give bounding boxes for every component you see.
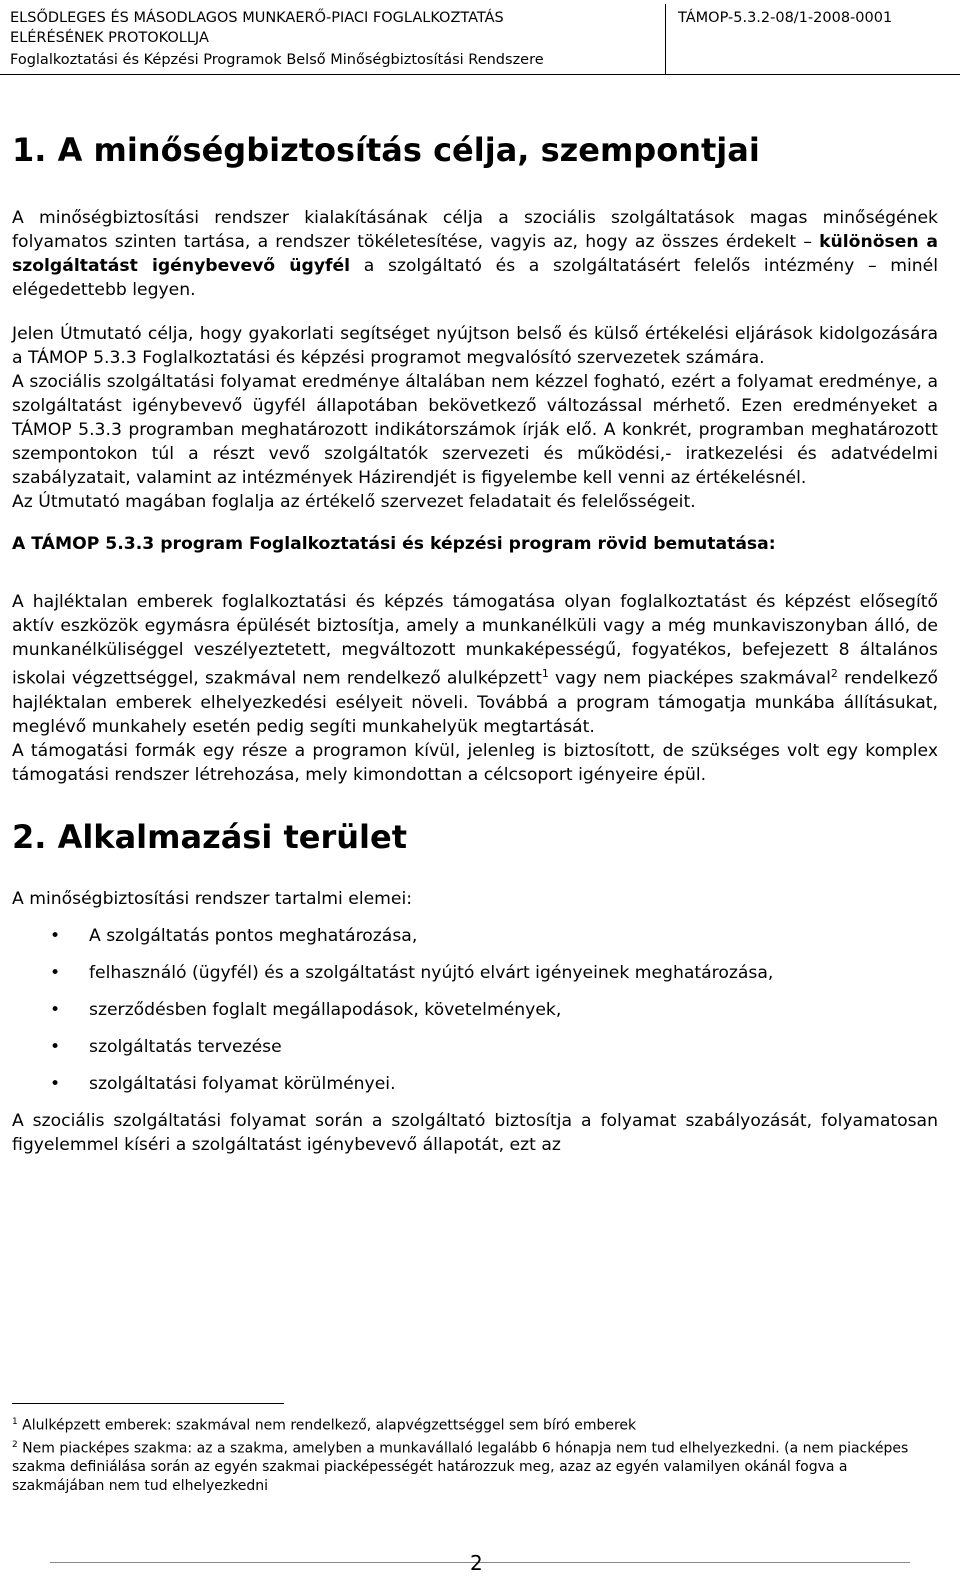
list-item: • felhasználó (ügyfél) és a szolgáltatást nyújtó elvárt igényeinek meghatározása, [12, 961, 938, 985]
paragraph: Jelen Útmutató célja, hogy gyakorlati segítséget nyújtson belső és külső értékelési eljárások kidolgozására a TÁMOP 5.3.3 Foglalkoztatási és képzési programot megvalósító szervezetek számára. [12, 324, 938, 368]
list-intro: A minőségbiztosítási rendszer tartalmi elemei: [12, 888, 413, 909]
content-list [12, 924, 938, 1096]
footnote-1: $^1$ Alulképzett emberek: szakmával nem rendelkező, alapvégzettséggel sem bíró emberek [12, 1417, 637, 1434]
footnotes [12, 1413, 938, 1496]
paragraph: A hajléktalan emberek foglalkoztatási és képzés támogatása olyan foglalkoztatást és képzést elősegítő aktív eszközök egymásra épülését biztosítja, amely a munkanélküli vagy a még munkaviszonyban álló, de munkanélküliséggel veszélyeztetett, megváltozott munkaképességű, fogyatékos, befejezett 8 általános iskolai végzettséggel, szakmával nem rendelkező alulképzett$^1$ vagy nem piacképes szakmával$^2$ rendelkező hajléktalan emberek elhelyezkedési esélyeit növeli. Továbbá a program támogatja munkába állításukat, meglévő munkahely esetén pedig segíti munkahelyük megtartását. [12, 592, 938, 737]
paragraph: Az Útmutató magában foglalja az értékelő szervezet feladatait és felelősségeit. [12, 492, 696, 512]
section2-heading: 2. Alkalmazási terület [12, 817, 407, 856]
footnote-2: $^2$ Nem piacképes szakma: az a szakma, amelyben a munkavállaló legalább 6 hónapja nem tud elhelyezkedni. (a nem piacképes szakma definiálása során az egyén szakmai piacképességét határozzuk meg, azaz az egyén valamilyen okánál fogva a szakmájában nem tud elhelyezkedni [12, 1439, 909, 1495]
header-title-line2: ELÉRÉSÉNEK PROTOKOLLJA [10, 30, 209, 46]
paragraph: A támogatási formák egy része a programon kívül, jelenleg is biztosított, de szükséges volt egy komplex támogatási rendszer létrehozása, mely kimondottan a célcsoport igényeire épül. [12, 740, 938, 785]
list-item: • A szolgáltatás pontos meghatározása, [12, 924, 938, 948]
list-item: • szolgáltatás tervezése [12, 1035, 938, 1059]
paragraph: A szociális szolgáltatási folyamat eredménye általában nem kézzel fogható, ezért a folyamat eredménye, a szolgáltatást igénybevevő ügyfél állapotában bekövetkező változással mérhető. Ezen eredményeket a TÁMOP 5.3.3 programban meghatározott indikátorszámok írják elő. A konkrét, programban meghatározott szempontokon túl a részt vevő szolgáltatók szervezeti és működési,- iratkezelési és adatvédelmi szabályzatait, valamint az intézmények Házirendjét is figyelembe kell venni az értékelésnél. [12, 372, 938, 488]
list-item: • szerződésben foglalt megállapodások, követelmények, [12, 998, 938, 1022]
page-header [0, 4, 960, 75]
header-subtitle: Foglalkoztatási és Képzési Programok Belső Minőségbiztosítási Rendszere [10, 52, 544, 68]
paragraph: A minőségbiztosítási rendszer kialakításának célja a szociális szolgáltatások magas minőségének folyamatos szinten tartása, a rendszer tökéletesítése, vagyis az, hogy az összes érdekelt – különösen a szolgáltatást igénybevevő ügyfél a szolgáltató és a szolgáltatásért felelős intézmény – minél elégedettebb legyen. [12, 208, 938, 300]
section1-heading: 1. A minőségbiztosítás célja, szempontjai [12, 131, 760, 169]
subheading: A TÁMOP 5.3.3 program Foglalkoztatási és képzési program rövid bemutatása: [12, 534, 776, 554]
paragraph: A szociális szolgáltatási folyamat során a szolgáltató biztosítja a folyamat szabályozását, folyamatosan figyelemmel kíséri a szolgáltatást igénybevevő állapotát, ezt az [12, 1110, 938, 1155]
page-number: 2 [470, 1551, 483, 1575]
header-title-line1: ELSŐDLEGES ÉS MÁSODLAGOS MUNKAERŐ-PIACI FOGLALKOZTATÁS [10, 10, 504, 26]
document-body [12, 130, 938, 1157]
header-title [10, 8, 650, 48]
footnote-divider [12, 1403, 284, 1404]
project-code: TÁMOP-5.3.2-08/1-2008-0001 [665, 4, 892, 74]
list-item: • szolgáltatási folyamat körülményei. [12, 1072, 938, 1096]
